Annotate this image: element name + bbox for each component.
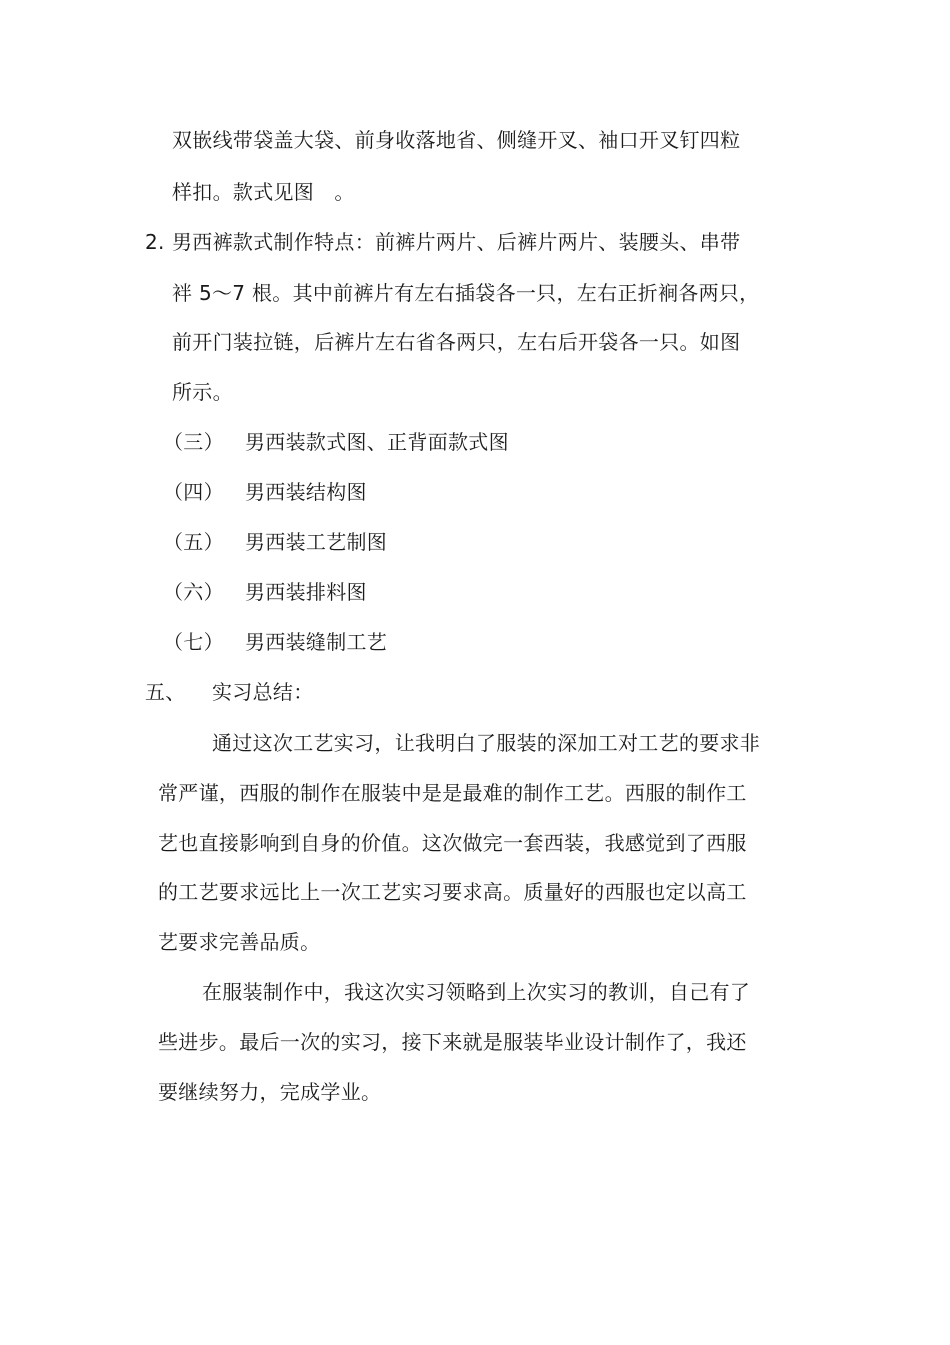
- subheading: 男西装结构图: [245, 480, 367, 504]
- paragraph-line: 要继续努力，完成学业。: [158, 1080, 382, 1104]
- section-heading: 实习总结：: [212, 680, 314, 704]
- text-line: 双嵌线带袋盖大袋、前身收落地省、侧缝开叉、袖口开叉钉四粒: [172, 128, 741, 152]
- paragraph-line: 的工艺要求远比上一次工艺实习要求高。质量好的西服也定以高工: [158, 880, 747, 904]
- paragraph-line: 在服装制作中，我这次实习领略到上次实习的教训，自己有了: [202, 980, 751, 1004]
- subheading-marker: （五）: [163, 530, 224, 554]
- subheading: 男西装缝制工艺: [245, 630, 388, 654]
- subheading-marker: （三）: [163, 430, 224, 454]
- subheading: 男西装工艺制图: [245, 530, 388, 554]
- section-marker: 五、: [145, 680, 186, 704]
- text-line: 男西裤款式制作特点：前裤片两片、后裤片两片、装腰头、串带: [172, 230, 741, 254]
- paragraph-line: 常严谨，西服的制作在服装中是是最难的制作工艺。西服的制作工: [158, 781, 747, 805]
- list-marker: 2.: [145, 230, 165, 254]
- paragraph-line: 些进步。最后一次的实习，接下来就是服装毕业设计制作了，我还: [158, 1030, 747, 1054]
- paragraph-line: 艺也直接影响到自身的价值。这次做完一套西装，我感觉到了西服: [158, 831, 747, 855]
- text-line: 前开门装拉链，后裤片左右省各两只，左右后开袋各一只。如图: [172, 330, 741, 354]
- subheading: 男西装款式图、正背面款式图: [245, 430, 509, 454]
- subheading: 男西装排料图: [245, 580, 367, 604]
- text-line: 样扣。款式见图 。: [172, 180, 355, 204]
- subheading-marker: （六）: [163, 580, 224, 604]
- text-line: 所示。: [172, 380, 233, 404]
- subheading-marker: （四）: [163, 480, 224, 504]
- text-line: 袢 5～7 根。其中前裤片有左右插袋各一只，左右正折裥各两只，: [172, 281, 760, 305]
- paragraph-line: 艺要求完善品质。: [158, 930, 321, 954]
- paragraph-line: 通过这次工艺实习，让我明白了服装的深加工对工艺的要求非: [212, 731, 761, 755]
- subheading-marker: （七）: [163, 630, 224, 654]
